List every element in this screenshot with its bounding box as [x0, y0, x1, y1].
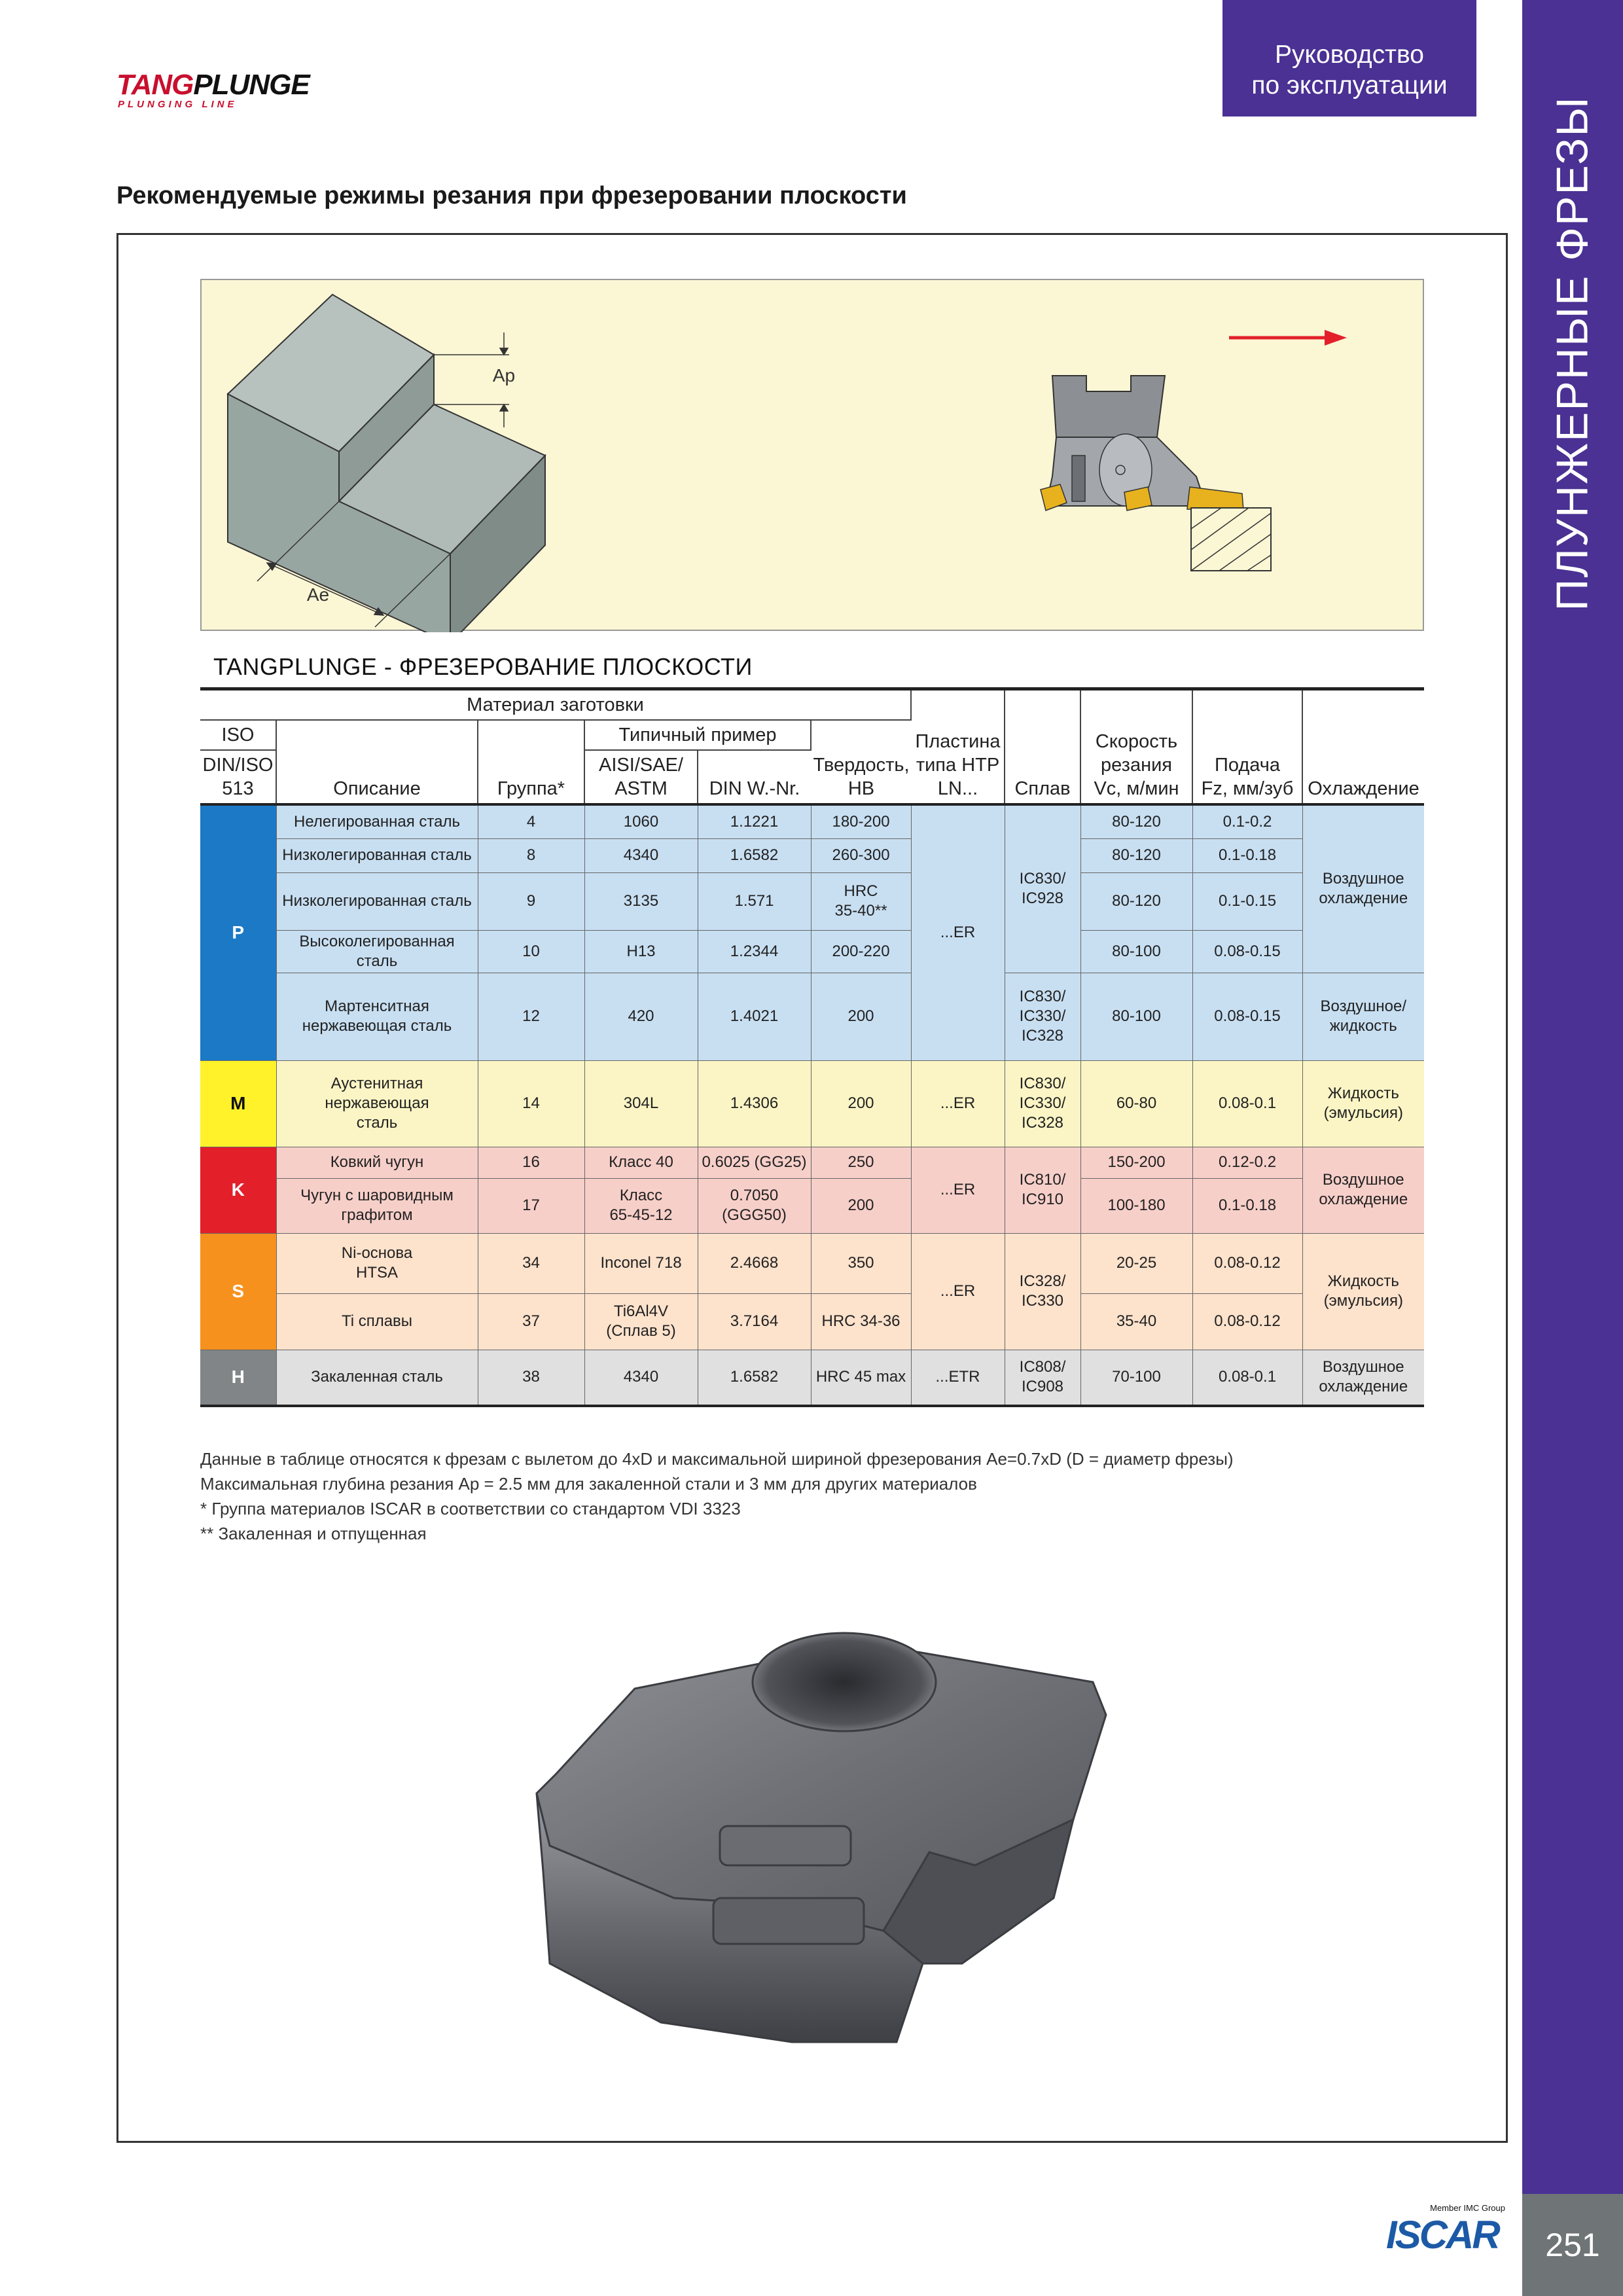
cutting-insert-image — [504, 1623, 1145, 2081]
iso-header: ISO — [200, 720, 276, 750]
speed-cell: 80-100 — [1080, 930, 1192, 973]
coolant-line: (эмульсия) — [1323, 1292, 1403, 1310]
desc-cell: Ti сплавы — [276, 1293, 478, 1350]
hardness-header-line-2: HB — [847, 778, 875, 799]
din-iso-header-line-2: 513 — [222, 778, 254, 799]
group-cell: 12 — [478, 973, 584, 1060]
aisi-header — [584, 750, 698, 804]
desc-line: HTSA — [355, 1264, 398, 1282]
grade-line: IC910 — [1021, 1191, 1064, 1208]
coolant-line: охлаждение — [1319, 1191, 1408, 1208]
cutting-data-table — [200, 687, 1424, 1407]
coolant-line: Жидкость — [1327, 1085, 1399, 1102]
aisi-header-line-2: ASTM — [615, 778, 668, 799]
milling-diagram — [202, 280, 1425, 632]
table-row — [200, 804, 1424, 838]
grade-line: IC330/ — [1019, 1007, 1066, 1025]
milling-illustration — [200, 279, 1424, 631]
grade-line: IC830/ — [1019, 870, 1066, 888]
desc-cell — [276, 1060, 478, 1147]
aisi-cell: 4340 — [584, 1350, 698, 1406]
aisi-cell: 3135 — [584, 872, 698, 930]
hardness-cell: 250 — [811, 1147, 911, 1178]
desc-line: Аустенитная нержавеющая — [325, 1075, 429, 1112]
group-cell: 8 — [478, 838, 584, 872]
din-cell: 1.571 — [698, 872, 811, 930]
coolant-line: Воздушное — [1322, 870, 1404, 888]
milling-cutter-icon — [1046, 376, 1206, 506]
grade-cell — [1005, 1350, 1080, 1406]
note-line: Данные в таблице относятся к фрезам с вылетом до 4xD и максимальной шириной фрезерования Ae=0.7xD (D = диаметр фрезы) — [200, 1449, 1234, 1469]
aisi-cell: 420 — [584, 973, 698, 1060]
material-header: Материал заготовки — [200, 689, 911, 721]
feed-cell: 0.12-0.2 — [1192, 1147, 1302, 1178]
speed-cell: 100-180 — [1080, 1178, 1192, 1233]
table-notes — [200, 1446, 1234, 1546]
grade-line: IC830/ — [1019, 1075, 1066, 1092]
group-cell: 9 — [478, 872, 584, 930]
note-line: ** Закаленная и отпущенная — [200, 1524, 427, 1543]
aisi-line: (Сплав 5) — [606, 1322, 676, 1340]
table-row — [200, 1293, 1424, 1350]
side-tab-title-text: ПЛУНЖЕРНЫЕ ФРЕЗЫ — [1548, 96, 1598, 611]
iso-cell-m: M — [200, 1060, 276, 1147]
logo-tagline: PLUNGING LINE — [118, 99, 238, 110]
speed-header-line-2: резания — [1101, 755, 1172, 776]
insert-header-line-2: типа HTP — [916, 755, 1000, 776]
aisi-cell — [584, 1293, 698, 1350]
insert-type-header — [911, 689, 1005, 805]
feed-header-line-1: Подача — [1215, 755, 1281, 776]
hardness-cell: 180-200 — [811, 804, 911, 838]
feed-cell: 0.08-0.12 — [1192, 1293, 1302, 1350]
logo-wordmark — [116, 71, 332, 99]
din-cell: 1.1221 — [698, 804, 811, 838]
grade-line: IC328 — [1021, 1114, 1064, 1132]
desc-line: Чугун с шаровидным — [300, 1187, 454, 1204]
desc-cell: Нелегированная сталь — [276, 804, 478, 838]
page-number: 251 — [1522, 2194, 1623, 2296]
table-row — [200, 1060, 1424, 1147]
speed-cell: 60-80 — [1080, 1060, 1192, 1147]
insert-cell: ...ER — [911, 804, 1005, 1060]
group-cell: 37 — [478, 1293, 584, 1350]
feed-cell: 0.08-0.12 — [1192, 1233, 1302, 1293]
insert-header-line-3: LN... — [937, 778, 978, 799]
speed-cell: 70-100 — [1080, 1350, 1192, 1406]
hardness-cell: 200-220 — [811, 930, 911, 973]
grade-cell — [1005, 804, 1080, 973]
table-row — [200, 973, 1424, 1060]
speed-header-line-1: Скорость — [1095, 731, 1178, 752]
din-cell: 0.7050 (GGG50) — [698, 1178, 811, 1233]
iso-cell-h: H — [200, 1350, 276, 1406]
table-row — [200, 1233, 1424, 1293]
desc-cell: Закаленная сталь — [276, 1350, 478, 1406]
manual-line-1: Руководство — [1275, 41, 1424, 69]
grade-line: IC808/ — [1019, 1358, 1066, 1376]
note-line: * Группа материалов ISCAR в соответствии со стандартом VDI 3323 — [200, 1499, 741, 1518]
group-cell: 16 — [478, 1147, 584, 1178]
coolant-cell — [1302, 1147, 1424, 1233]
table-title: TANGPLUNGE - ФРЕЗЕРОВАНИЕ ПЛОСКОСТИ — [213, 653, 753, 680]
aisi-cell: 1060 — [584, 804, 698, 838]
logo-red-part: TANG — [116, 69, 194, 101]
coolant-line: охлаждение — [1319, 889, 1408, 908]
grade-line: IC328/ — [1019, 1272, 1066, 1290]
insert-photo — [504, 1623, 1145, 2081]
table-row — [200, 838, 1424, 872]
aisi-line: Класс — [619, 1187, 663, 1204]
section-title: Рекомендуемые режимы резания при фрезеровании плоскости — [116, 182, 907, 209]
feed-cell: 0.08-0.15 — [1192, 930, 1302, 973]
din-cell: 1.2344 — [698, 930, 811, 973]
grade-header: Сплав — [1005, 689, 1080, 805]
desc-cell — [276, 1233, 478, 1293]
desc-line: сталь — [356, 1114, 398, 1132]
group-cell: 17 — [478, 1178, 584, 1233]
note-line: Максимальная глубина резания Ap = 2.5 мм для закаленной стали и 3 мм для других материалов — [200, 1474, 977, 1494]
speed-header-line-3: Vc, м/мин — [1094, 778, 1179, 799]
feed-cell: 0.08-0.15 — [1192, 973, 1302, 1060]
iso-cell-k: K — [200, 1147, 276, 1233]
aisi-cell — [584, 1178, 698, 1233]
coolant-cell — [1302, 1233, 1424, 1350]
group-cell: 34 — [478, 1233, 584, 1293]
grade-line: IC810/ — [1019, 1171, 1066, 1189]
group-cell: 4 — [478, 804, 584, 838]
grade-line: IC928 — [1021, 889, 1064, 908]
desc-line: нержавеющая сталь — [302, 1017, 452, 1035]
din-cell: 2.4668 — [698, 1233, 811, 1293]
side-tab-title — [1522, 92, 1623, 615]
insert-header-line-1: Пластина — [915, 731, 1001, 752]
description-header: Описание — [276, 720, 478, 804]
grade-cell — [1005, 973, 1080, 1060]
coolant-line: Воздушное — [1322, 1171, 1404, 1189]
coolant-line: (эмульсия) — [1323, 1104, 1403, 1122]
din-iso-header-line-1: DIN/ISO — [202, 755, 274, 776]
din-iso-header — [200, 750, 276, 804]
logo-black-part: PLUNGE — [193, 69, 310, 101]
ae-label: Ae — [306, 584, 330, 605]
insert-cell: ...ER — [911, 1060, 1005, 1147]
hardness-header — [811, 720, 911, 804]
desc-cell: Ковкий чугун — [276, 1147, 478, 1178]
feed-cell: 0.1-0.18 — [1192, 1178, 1302, 1233]
insert-cell: ...ETR — [911, 1350, 1005, 1406]
insert-screw-hole-icon — [753, 1633, 936, 1731]
desc-cell — [276, 973, 478, 1060]
feed-header — [1192, 689, 1302, 805]
hardness-cell — [811, 872, 911, 930]
grade-cell — [1005, 1147, 1080, 1233]
coolant-line: Воздушное/ — [1320, 997, 1406, 1015]
din-nr-header: DIN W.-Nr. — [698, 750, 811, 804]
group-cell: 38 — [478, 1350, 584, 1406]
tangplunge-logo — [116, 71, 332, 110]
coolant-cell — [1302, 804, 1424, 973]
speed-cell: 80-120 — [1080, 838, 1192, 872]
feed-cell: 0.1-0.18 — [1192, 838, 1302, 872]
hardness-line: HRC — [844, 882, 878, 900]
group-cell: 14 — [478, 1060, 584, 1147]
desc-line: Ni-основа — [341, 1244, 413, 1262]
grade-line: IC330/ — [1019, 1094, 1066, 1112]
workpiece-section-icon — [1191, 508, 1271, 571]
header-row-1 — [200, 689, 1424, 721]
desc-cell: Низколегированная сталь — [276, 872, 478, 930]
grade-line: IC330 — [1021, 1292, 1064, 1310]
aisi-cell: 304L — [584, 1060, 698, 1147]
feed-cell: 0.1-0.15 — [1192, 872, 1302, 930]
coolant-cell — [1302, 973, 1424, 1060]
hardness-cell: 200 — [811, 1178, 911, 1233]
hardness-cell: HRC 34-36 — [811, 1293, 911, 1350]
cutting-data-table-wrapper — [200, 687, 1424, 1407]
grade-cell — [1005, 1233, 1080, 1350]
iscar-wordmark: ISCAR — [1386, 2213, 1499, 2257]
desc-cell: Низколегированная сталь — [276, 838, 478, 872]
grade-line: IC830/ — [1019, 988, 1066, 1005]
feed-direction-arrow-icon — [1229, 330, 1347, 346]
ap-label: Ap — [492, 365, 516, 386]
feed-cell: 0.08-0.1 — [1192, 1350, 1302, 1406]
aisi-header-line-1: AISI/SAE/ — [599, 755, 683, 776]
table-row — [200, 872, 1424, 930]
desc-line: Мартенситная — [325, 997, 429, 1015]
aisi-cell: 4340 — [584, 838, 698, 872]
feed-header-line-2: Fz, мм/зуб — [1201, 778, 1294, 799]
iscar-logo — [1380, 2203, 1510, 2269]
hardness-cell: 200 — [811, 973, 911, 1060]
din-cell: 1.4021 — [698, 973, 811, 1060]
aisi-cell: H13 — [584, 930, 698, 973]
hardness-cell: 200 — [811, 1060, 911, 1147]
feed-cell: 0.1-0.2 — [1192, 804, 1302, 838]
group-cell: 10 — [478, 930, 584, 973]
din-cell: 1.6582 — [698, 838, 811, 872]
manual-line-2: по эксплуатации — [1251, 71, 1448, 99]
din-cell: 1.6582 — [698, 1350, 811, 1406]
din-cell: 3.7164 — [698, 1293, 811, 1350]
coolant-line: Жидкость — [1327, 1272, 1399, 1290]
feed-cell: 0.08-0.1 — [1192, 1060, 1302, 1147]
insert-cell: ...ER — [911, 1233, 1005, 1350]
speed-header — [1080, 689, 1192, 805]
aisi-line: Ti6Al4V — [613, 1302, 669, 1320]
iso-cell-s: S — [200, 1233, 276, 1350]
coolant-line: жидкость — [1329, 1017, 1397, 1035]
din-cell: 0.6025 (GG25) — [698, 1147, 811, 1178]
speed-cell: 80-120 — [1080, 804, 1192, 838]
grade-cell — [1005, 1060, 1080, 1147]
hardness-cell: 350 — [811, 1233, 911, 1293]
grade-line: IC328 — [1021, 1027, 1064, 1045]
hardness-header-line-1: Твердость, — [813, 755, 910, 776]
hardness-cell: 260-300 — [811, 838, 911, 872]
manual-label-box — [1222, 0, 1476, 117]
table-row — [200, 930, 1424, 973]
table-row — [200, 1350, 1424, 1406]
desc-line: графитом — [341, 1206, 413, 1224]
speed-cell: 35-40 — [1080, 1293, 1192, 1350]
iso-cell-p: P — [200, 804, 276, 1060]
coolant-cell — [1302, 1060, 1424, 1147]
coolant-header: Охлаждение — [1302, 689, 1424, 805]
speed-cell: 80-100 — [1080, 973, 1192, 1060]
table-row — [200, 1178, 1424, 1233]
speed-cell: 80-120 — [1080, 872, 1192, 930]
speed-cell: 150-200 — [1080, 1147, 1192, 1178]
typical-example-header: Типичный пример — [584, 720, 811, 750]
aisi-cell: Класс 40 — [584, 1147, 698, 1178]
member-imc-label: Member IMC Group — [1430, 2203, 1505, 2213]
grade-line: IC908 — [1021, 1378, 1064, 1396]
group-header: Группа* — [478, 720, 584, 804]
coolant-cell — [1302, 1350, 1424, 1406]
insert-cell: ...ER — [911, 1147, 1005, 1233]
workpiece-block-icon — [228, 295, 545, 632]
hardness-cell: HRC 45 max — [811, 1350, 911, 1406]
coolant-line: Воздушное — [1322, 1358, 1404, 1376]
hardness-line: 35-40** — [834, 902, 887, 920]
table-row — [200, 1147, 1424, 1178]
speed-cell: 20-25 — [1080, 1233, 1192, 1293]
coolant-line: охлаждение — [1319, 1378, 1408, 1396]
aisi-line: 65-45-12 — [609, 1206, 673, 1224]
desc-cell — [276, 1178, 478, 1233]
desc-cell: Высоколегированная сталь — [276, 930, 478, 973]
aisi-cell: Inconel 718 — [584, 1233, 698, 1293]
din-cell: 1.4306 — [698, 1060, 811, 1147]
